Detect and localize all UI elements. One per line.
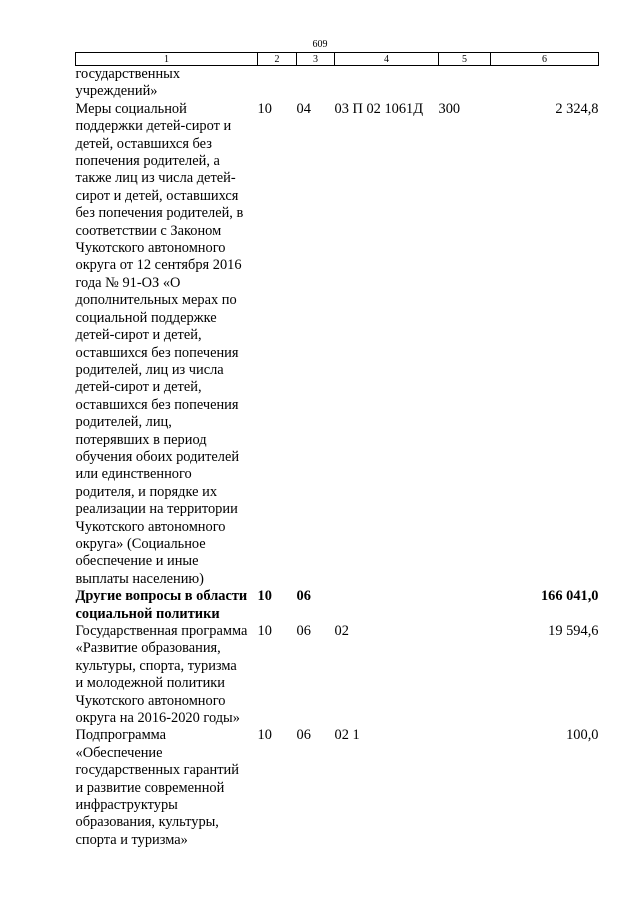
table-row — [76, 727, 599, 849]
row-name-line: оставшихся без попечения — [75, 396, 239, 413]
row-name-line: обучения обоих родителей — [75, 448, 240, 465]
row-name-line: Меры социальной — [75, 100, 187, 117]
row-name-line: или единственного — [75, 466, 192, 483]
row-name-line: также лиц из числа детей- — [75, 170, 236, 187]
row-name-line: округа от 12 сентября 2016 — [75, 257, 242, 274]
row-name-line: Чукотского автономного — [75, 518, 226, 535]
row-name-line: попечения родителей, а — [75, 153, 220, 170]
row-name-line: Другие вопросы в области — [75, 588, 248, 605]
row-name-line: реализации на территории — [75, 501, 238, 518]
expense-type-code — [439, 588, 491, 623]
subsection-code: 06 — [296, 727, 311, 744]
expense-type-code — [439, 66, 491, 101]
section-code — [258, 66, 297, 101]
row-name-line: инфраструктуры — [75, 797, 178, 814]
subsection-code: 04 — [296, 100, 311, 117]
target-article-code — [335, 66, 439, 101]
row-name-line: спорта и туризма» — [75, 831, 188, 848]
table-row — [76, 588, 599, 623]
row-name-line: сирот и детей, оставшихся — [75, 187, 239, 204]
row-name-line: округа» (Социальное — [75, 535, 206, 552]
table-row — [76, 623, 599, 727]
row-name-line: культуры, спорта, туризма — [75, 657, 237, 674]
header-col-3: 3 — [297, 53, 335, 66]
row-name-line: соответствии с Законом — [75, 222, 222, 239]
row-name-line: детей-сирот и детей, — [75, 327, 202, 344]
row-name-line: Чукотского автономного — [75, 692, 226, 709]
subsection-code — [297, 66, 335, 101]
row-name-line: социальной политики — [75, 605, 220, 622]
row-name-line: родителя, и порядке их — [75, 483, 218, 500]
expense-type-code — [439, 727, 491, 849]
row-name-line: и развитие современной — [75, 779, 225, 796]
row-name-line: детей, оставшихся без — [75, 135, 212, 152]
row-name — [76, 727, 258, 849]
header-col-1: 1 — [76, 53, 258, 66]
row-name-line: социальной поддержке — [75, 309, 217, 326]
section-code: 10 — [257, 727, 272, 744]
row-name-line: Государственная программа — [75, 623, 248, 639]
subsection-code: 06 — [296, 623, 311, 639]
amount: 166 041,0 — [540, 588, 599, 605]
row-name-line: и молодежной политики — [75, 675, 225, 692]
row-name-line: обеспечение и иные — [75, 553, 199, 570]
target-article-code: 03 П 02 1061Д — [334, 100, 424, 117]
row-name-line: родителей, лиц из числа — [75, 361, 224, 378]
row-name-line: государственных — [75, 66, 181, 82]
row-name — [76, 588, 258, 623]
row-name-line: дополнительных мерах по — [75, 292, 237, 309]
row-name-line: «Обеспечение — [75, 744, 163, 761]
row-name-line: поддержки детей-сирот и — [75, 118, 232, 135]
amount: 19 594,6 — [548, 623, 599, 639]
row-name-line: «Развитие образования, — [75, 640, 221, 657]
target-article-code — [335, 588, 439, 623]
row-name-line: образования, культуры, — [75, 814, 219, 831]
section-code: 10 — [257, 100, 272, 117]
row-name-line: потерявших в период — [75, 431, 207, 448]
header-col-6: 6 — [491, 53, 599, 66]
amount: 100,0 — [566, 727, 599, 744]
row-name-line: государственных гарантий — [75, 762, 239, 779]
row-name-line: учреждений» — [75, 83, 158, 100]
row-name-line: без попечения родителей, в — [75, 205, 244, 222]
row-name — [76, 623, 258, 727]
expense-type-code: 300 — [438, 100, 461, 117]
subsection-code: 06 — [296, 588, 311, 605]
section-code: 10 — [257, 588, 272, 605]
row-name-line: Чукотского автономного — [75, 240, 226, 257]
amount — [491, 66, 599, 101]
header-col-5: 5 — [439, 53, 491, 66]
table-header — [76, 53, 599, 66]
target-article-code: 02 1 — [334, 727, 360, 744]
budget-table — [75, 52, 599, 849]
target-article-code: 02 — [334, 623, 349, 639]
row-name-line: Подпрограмма — [75, 727, 167, 744]
row-name — [76, 66, 258, 101]
row-name-line: детей-сирот и детей, — [75, 379, 202, 396]
amount: 2 324,8 — [555, 100, 599, 117]
table-body — [76, 66, 599, 850]
row-name-line: оставшихся без попечения — [75, 344, 239, 361]
row-name — [76, 101, 258, 588]
header-col-2: 2 — [258, 53, 297, 66]
table-row — [76, 66, 599, 101]
row-name-line: родителей, лиц, — [75, 414, 172, 431]
row-name-line: года № 91-ОЗ «О — [75, 274, 181, 291]
header-row — [76, 53, 599, 66]
expense-type-code — [439, 623, 491, 727]
header-col-4: 4 — [335, 53, 439, 66]
row-name-line: выплаты населению) — [75, 570, 204, 587]
row-name-line: округа на 2016-2020 годы» — [75, 710, 240, 727]
table-row — [76, 101, 599, 588]
section-code: 10 — [257, 623, 272, 639]
page-number: 609 — [312, 39, 328, 50]
